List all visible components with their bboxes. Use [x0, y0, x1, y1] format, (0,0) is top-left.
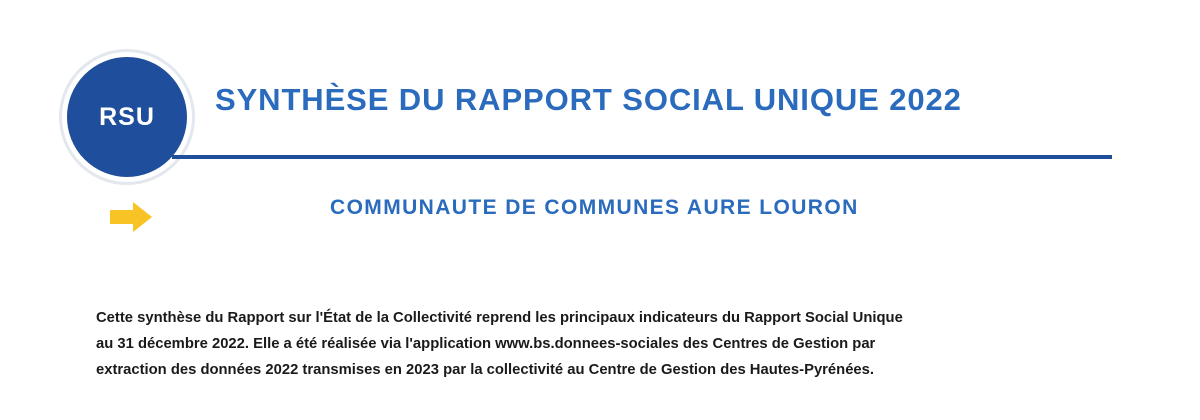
- title-divider: [172, 155, 1112, 159]
- arrow-right-icon: [108, 200, 154, 234]
- intro-paragraph: [96, 305, 1108, 383]
- intro-paragraph-line-1: Cette synthèse du Rapport sur l'État de la Collectivité reprend les principaux indicateurs du Rapport Social Unique: [96, 310, 903, 326]
- intro-paragraph-line-3: extraction des données 2022 transmises en 2023 par la collectivité au Centre de Gestion des Hautes-Pyrénées.: [96, 362, 874, 378]
- rsu-badge-label: RSU: [99, 102, 155, 131]
- rsu-badge: [62, 52, 192, 182]
- intro-paragraph-line-2: au 31 décembre 2022. Elle a été réalisée via l'application www.bs.donnees-sociales des Centres de Gestion par: [96, 336, 876, 352]
- organization-subtitle: COMMUNAUTE DE COMMUNES AURE LOURON: [330, 196, 859, 219]
- page-title: SYNTHÈSE DU RAPPORT SOCIAL UNIQUE 2022: [215, 82, 962, 117]
